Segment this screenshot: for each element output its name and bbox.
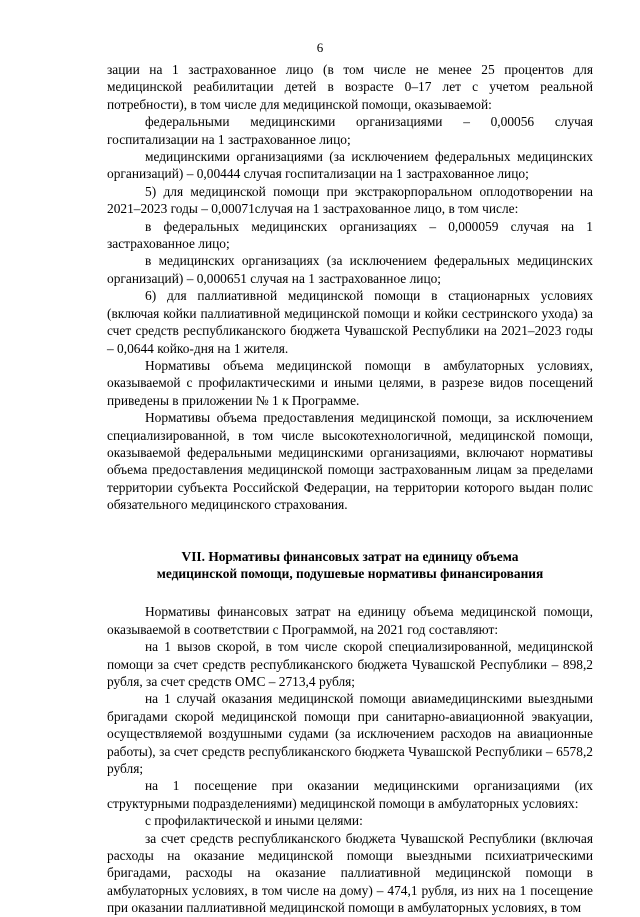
paragraph: 5) для медицинской помощи при экстракорпоральном оплодотворении на 2021–2023 годы – 0,00071случая на 1 застрахованное лицо, в том числе: [107,183,593,217]
page-number: 6 [316,40,324,55]
section-heading-line: медицинской помощи, подушевые нормативы финансирования [156,565,544,581]
paragraph: медицинскими организациями (за исключением федеральных медицинских организаций) – 0,00444 случая госпитализации на 1 застрахованное лицо; [107,149,593,182]
paragraph: на 1 посещение при оказании медицинскими организациями (их структурными подразделениями) медицинской помощи в амбулаторных условиях: [107,778,593,811]
paragraph: на 1 случай оказания медицинской помощи авиамедицинскими выездными бригадами скорой медицинской помощи при санитарно-авиационной эвакуации, осуществляемой воздушными судами (за исключением расходов на авиационные работы), за счет средств республиканского бюджета Чувашской Республики – 6578,2 рубля; [107,691,593,777]
paragraph: в медицинских организациях (за исключением федеральных медицинских организаций) – 0,000651 случая на 1 застрахованное лицо; [107,253,593,286]
section-heading [107,548,593,583]
paragraph: за счет средств республиканского бюджета Чувашской Республики (включая расходы на оказание медицинской помощи выездными психиатрическими бригадами, расходы на оказание паллиативной медицинской помощи в амбулаторных условиях, в том числе на дому) – 474,1 рубля, из них на 1 посещение при оказании паллиативной медицинской помощи в амбулаторных условиях, в том [107,830,593,916]
paragraph: федеральными медицинскими организациями – 0,00056 случая госпитализации на 1 застрахованное лицо; [107,114,593,147]
section-heading-line: VII. Нормативы финансовых затрат на единицу объема [181,548,519,564]
paragraphs-after-heading [107,603,593,916]
document-body [107,61,593,917]
paragraph: на 1 вызов скорой, в том числе скорой специализированной, медицинской помощи за счет средств республиканского бюджета Чувашской Республики – 898,2 рубля, за счет средств ОМС – 2713,4 рубля; [107,639,593,689]
paragraph: зации на 1 застрахованное лицо (в том числе не менее 25 процентов для медицинской реабилитации детей в возрасте 0–17 лет с учетом реальной потребности), в том числе для медицинской помощи, оказываемой: [107,62,593,112]
paragraph: Нормативы объема предоставления медицинской помощи, за исключением специализированной, в том числе высокотехнологичной, медицинской помощи, оказываемой федеральными медицинскими организациями, включают нормативы объема предоставления медицинской помощи застрахованным лицам за пределами территории субъекта Российской Федерации, на территории которого выдан полис обязательного медицинского страхования. [107,410,593,513]
paragraph: в федеральных медицинских организациях – 0,000059 случая на 1 застрахованное лицо; [107,218,593,252]
paragraph: Нормативы объема медицинской помощи в амбулаторных условиях, оказываемой с профилактическими и иными целями, в разрезе видов посещений приведены в приложении № 1 к Программе. [107,357,593,408]
paragraph: 6) для паллиативной медицинской помощи в стационарных условиях (включая койки паллиативной медицинской помощи и койки сестринского ухода) за счет средств республиканского бюджета Чувашской Республики на 2021–2023 годы – 0,0644 койко-дня на 1 жителя. [107,288,593,356]
paragraphs-before-heading [107,61,593,514]
paragraph: с профилактической и иными целями: [145,813,363,829]
paragraph: Нормативы финансовых затрат на единицу объема медицинской помощи, оказываемой в соответствии с Программой, на 2021 год составляют: [107,604,593,637]
